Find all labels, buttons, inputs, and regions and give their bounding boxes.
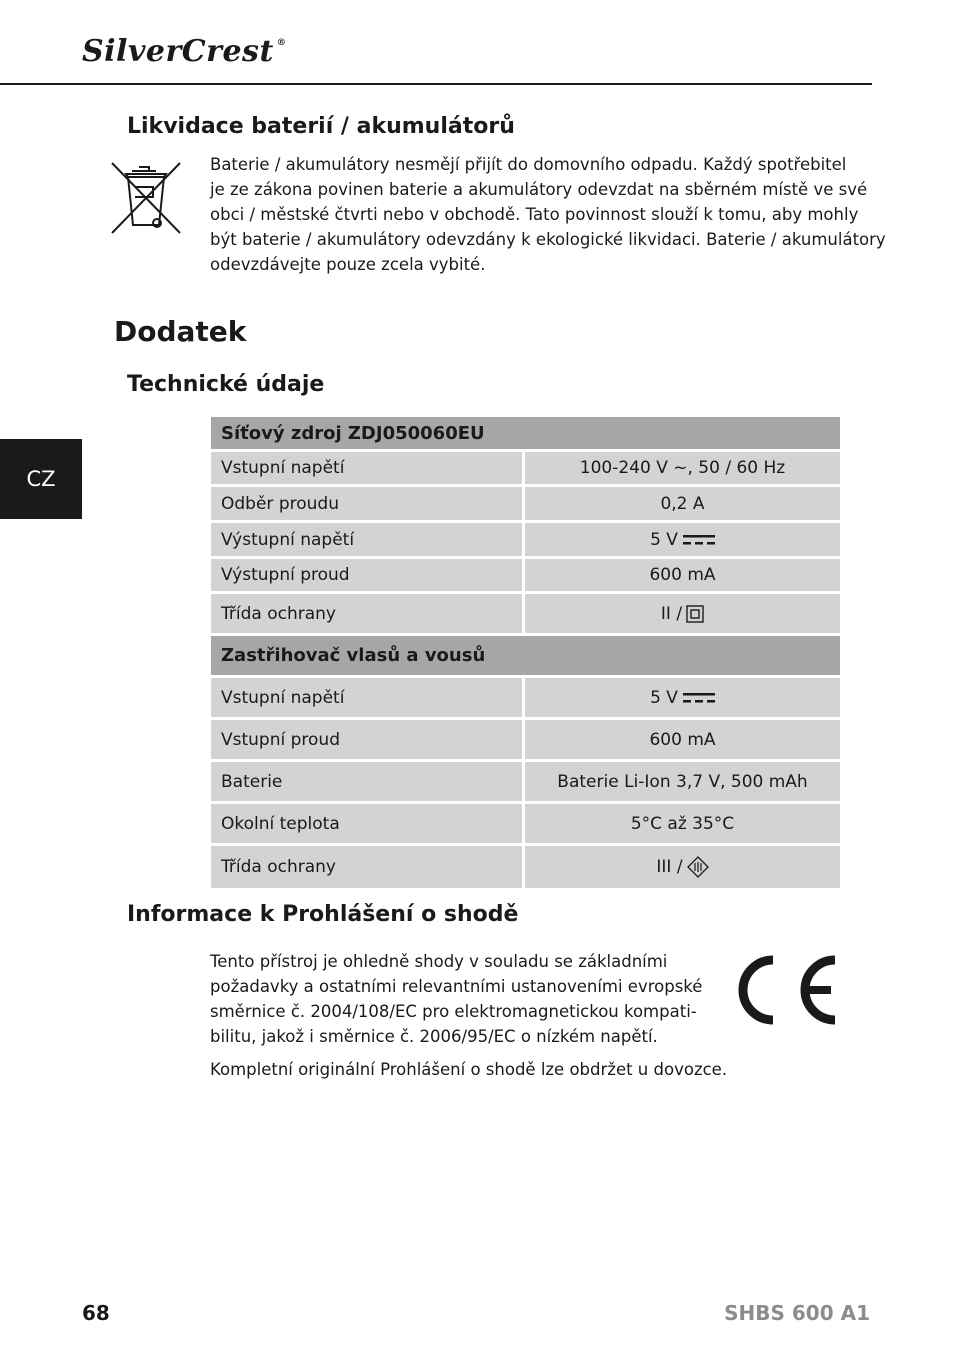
- tech-spec-table: [211, 417, 840, 888]
- row-value: 5°C až 35°C: [525, 804, 840, 846]
- text-line: být baterie / akumulátory odevzdány k ekologické likvidaci. Baterie / akumulátory: [210, 230, 886, 249]
- crossed-out-wheelie-bin-icon: [108, 157, 184, 239]
- conformity-text: [210, 949, 702, 1049]
- table-row: [211, 594, 840, 636]
- row-value: 5 V: [650, 687, 678, 708]
- row-value-cell: [525, 678, 840, 720]
- table-row: [211, 559, 840, 594]
- row-value: 0,2 A: [525, 487, 840, 523]
- table-row: [211, 523, 840, 559]
- row-label: Vstupní proud: [211, 720, 525, 762]
- brand-name: SilverCrest: [82, 34, 274, 69]
- row-label: Okolní teplota: [211, 804, 525, 846]
- row-label: Výstupní proud: [211, 559, 525, 594]
- text-line: Tento přístroj je ohledně shody v souladu se základními: [210, 952, 668, 971]
- row-label: Odběr proudu: [211, 487, 525, 523]
- row-value: 100-240 V ~, 50 / 60 Hz: [525, 452, 840, 487]
- header-rule: [0, 83, 872, 85]
- row-label: Třída ochrany: [211, 846, 525, 888]
- row-value: 5 V: [650, 529, 678, 550]
- row-label: Výstupní napětí: [211, 523, 525, 559]
- model-number: SHBS 600 A1: [724, 1301, 870, 1325]
- row-value: II /: [660, 603, 683, 624]
- table-row: [211, 720, 840, 762]
- protection-class-iii-icon: [687, 856, 709, 878]
- dc-symbol-icon: [683, 535, 715, 545]
- battery-section-title: Likvidace baterií / akumulátorů: [127, 114, 515, 139]
- table-row: [211, 452, 840, 487]
- power-supply-header: Síťový zdroj ZDJ050060EU: [211, 417, 840, 452]
- table-row: [211, 762, 840, 804]
- text-line: bilitu, jakož i směrnice č. 2006/95/EC o nízkém napětí.: [210, 1027, 658, 1046]
- text-line: směrnice č. 2004/108/EC pro elektromagnetickou kompati-: [210, 1002, 697, 1021]
- language-tab: CZ: [0, 439, 82, 519]
- row-label: Baterie: [211, 762, 525, 804]
- text-line: obci / městské čtvrti nebo v obchodě. Tato povinnost slouží k tomu, aby mohly: [210, 205, 859, 224]
- row-label: Vstupní napětí: [211, 678, 525, 720]
- conformity-note: Kompletní originální Prohlášení o shodě lze obdržet u dovozce.: [210, 1060, 728, 1079]
- table-row: [211, 487, 840, 523]
- brand-logo: [82, 34, 286, 69]
- trimmer-header: Zastřihovač vlasů a vousů: [211, 636, 840, 678]
- row-value-cell: [525, 523, 840, 559]
- row-label: Vstupní napětí: [211, 452, 525, 487]
- row-value: 600 mA: [525, 720, 840, 762]
- protection-class-ii-icon: [686, 605, 704, 623]
- row-value: Baterie Li-Ion 3,7 V, 500 mAh: [525, 762, 840, 804]
- row-label: Třída ochrany: [211, 594, 525, 636]
- row-value: III /: [656, 857, 683, 877]
- conformity-title: Informace k Prohlášení o shodě: [127, 902, 519, 927]
- text-line: požadavky a ostatními relevantními ustanoveními evropské: [210, 977, 703, 996]
- ce-mark-icon: [733, 952, 839, 1028]
- battery-disposal-text: [210, 152, 886, 277]
- dc-symbol-icon: [683, 693, 715, 703]
- tech-data-title: Technické údaje: [127, 372, 325, 397]
- text-line: odevzdávejte pouze zcela vybité.: [210, 255, 486, 274]
- text-line: Baterie / akumulátory nesmějí přijít do domovního odpadu. Každý spotřebitel: [210, 155, 847, 174]
- row-value-cell: [525, 594, 840, 636]
- table-row: [211, 804, 840, 846]
- registered-mark: ®: [276, 38, 287, 48]
- row-value-cell: [525, 846, 840, 888]
- row-value: 600 mA: [525, 559, 840, 594]
- table-row: [211, 846, 840, 888]
- page-number: 68: [82, 1301, 110, 1325]
- appendix-title: Dodatek: [114, 315, 247, 348]
- text-line: je ze zákona povinen baterie a akumulátory odevzdat na sběrném místě ve své: [210, 180, 868, 199]
- table-row: [211, 678, 840, 720]
